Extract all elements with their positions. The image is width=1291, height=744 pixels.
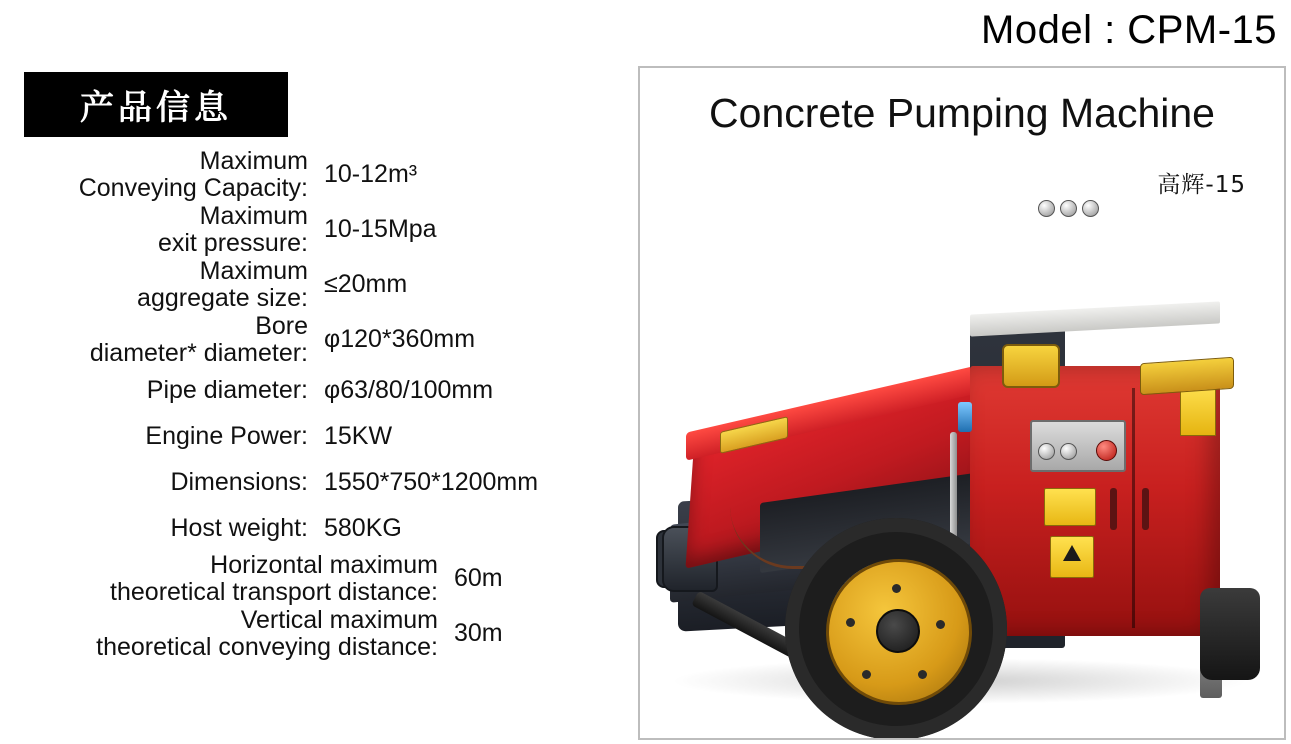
spec-row xyxy=(0,607,600,660)
spec-label xyxy=(0,607,448,660)
product-subtitle: 高辉-15 xyxy=(1157,172,1246,198)
spec-label xyxy=(0,203,318,256)
product-info-banner: 产品信息 xyxy=(24,72,288,137)
wheel-hub xyxy=(876,609,920,653)
wheel-lug xyxy=(862,670,871,679)
cabinet-door-seam xyxy=(1132,388,1135,628)
spec-label-line2: Conveying Capacity: xyxy=(78,173,308,202)
spec-label xyxy=(0,148,318,201)
wheel-lug xyxy=(846,618,855,627)
spec-label-line1: Horizontal maximum xyxy=(210,551,438,579)
cabinet-handle-right xyxy=(1142,488,1149,530)
spec-label xyxy=(0,469,318,496)
spec-list xyxy=(0,148,600,662)
emergency-stop-icon xyxy=(1096,440,1117,461)
spec-label xyxy=(0,552,448,605)
control-knob-icon xyxy=(1060,200,1077,217)
spec-label-line1: Bore xyxy=(255,312,308,340)
spec-label xyxy=(0,423,318,450)
spec-label-line1: Maximum xyxy=(199,257,308,285)
model-title: Model : CPM-15 xyxy=(981,8,1277,52)
spec-label xyxy=(0,313,318,366)
spec-row xyxy=(0,552,600,605)
control-knob-icon xyxy=(1038,443,1055,460)
spec-label-line1: Maximum xyxy=(199,147,308,175)
brand-logo-icon xyxy=(1002,344,1060,388)
spec-value: 10-15Mpa xyxy=(324,215,437,243)
spec-row xyxy=(0,203,600,256)
spec-label-line2: Dimensions: xyxy=(170,467,308,496)
control-knob-icon xyxy=(1038,200,1055,217)
spec-label xyxy=(0,377,318,404)
control-knob-icon xyxy=(1082,200,1099,217)
spec-value: 10-12m³ xyxy=(324,160,418,188)
spec-value: φ120*360mm xyxy=(324,325,476,353)
spec-label-line2: Host weight: xyxy=(170,513,308,542)
spec-value: 1550*750*1200mm xyxy=(324,467,539,496)
control-knob-icon xyxy=(1060,443,1077,460)
spec-label-line1: Vertical maximum xyxy=(240,606,438,634)
product-title: Concrete Pumping Machine xyxy=(709,90,1215,136)
spec-value: φ63/80/100mm xyxy=(324,375,494,404)
spec-value: ≤20mm xyxy=(324,270,408,298)
spec-value: 580KG xyxy=(324,513,402,542)
spec-value: 30m xyxy=(454,619,503,647)
spec-label-line2: Pipe diameter: xyxy=(146,375,308,404)
spec-row xyxy=(0,460,600,504)
spec-label-line2: theoretical transport distance: xyxy=(110,577,438,606)
spec-row xyxy=(0,258,600,311)
spec-label-line2: theoretical conveying distance: xyxy=(96,632,438,661)
spec-row xyxy=(0,313,600,366)
spec-label-line2: exit pressure: xyxy=(157,228,308,257)
spec-label xyxy=(0,258,318,311)
spec-value: 15KW xyxy=(324,421,393,450)
product-image-panel xyxy=(638,66,1286,740)
spec-row xyxy=(0,368,600,412)
warning-label xyxy=(1044,488,1096,526)
hazard-warning-icon xyxy=(1050,536,1094,578)
spec-label-line1: Maximum xyxy=(199,202,308,230)
spec-row xyxy=(0,414,600,458)
indicator-light-icon xyxy=(958,402,972,432)
brand-nameplate xyxy=(1140,357,1234,396)
product-info-panel xyxy=(0,62,600,744)
cabinet-handle-left xyxy=(1110,488,1117,530)
cabinet-top-cover xyxy=(970,301,1220,336)
spec-value: 60m xyxy=(454,564,503,592)
wheel-lug xyxy=(892,584,901,593)
wheel-lug xyxy=(936,620,945,629)
spec-row xyxy=(0,148,600,201)
spec-label-line2: diameter* diameter: xyxy=(89,338,308,367)
spec-label-line2: aggregate size: xyxy=(137,283,308,312)
rear-wheel xyxy=(1200,588,1260,680)
spec-label-line2: Engine Power: xyxy=(145,421,308,450)
spec-row xyxy=(0,506,600,550)
spec-label xyxy=(0,515,318,542)
concrete-pump-machine-image xyxy=(640,188,1286,740)
wheel-lug xyxy=(918,670,927,679)
